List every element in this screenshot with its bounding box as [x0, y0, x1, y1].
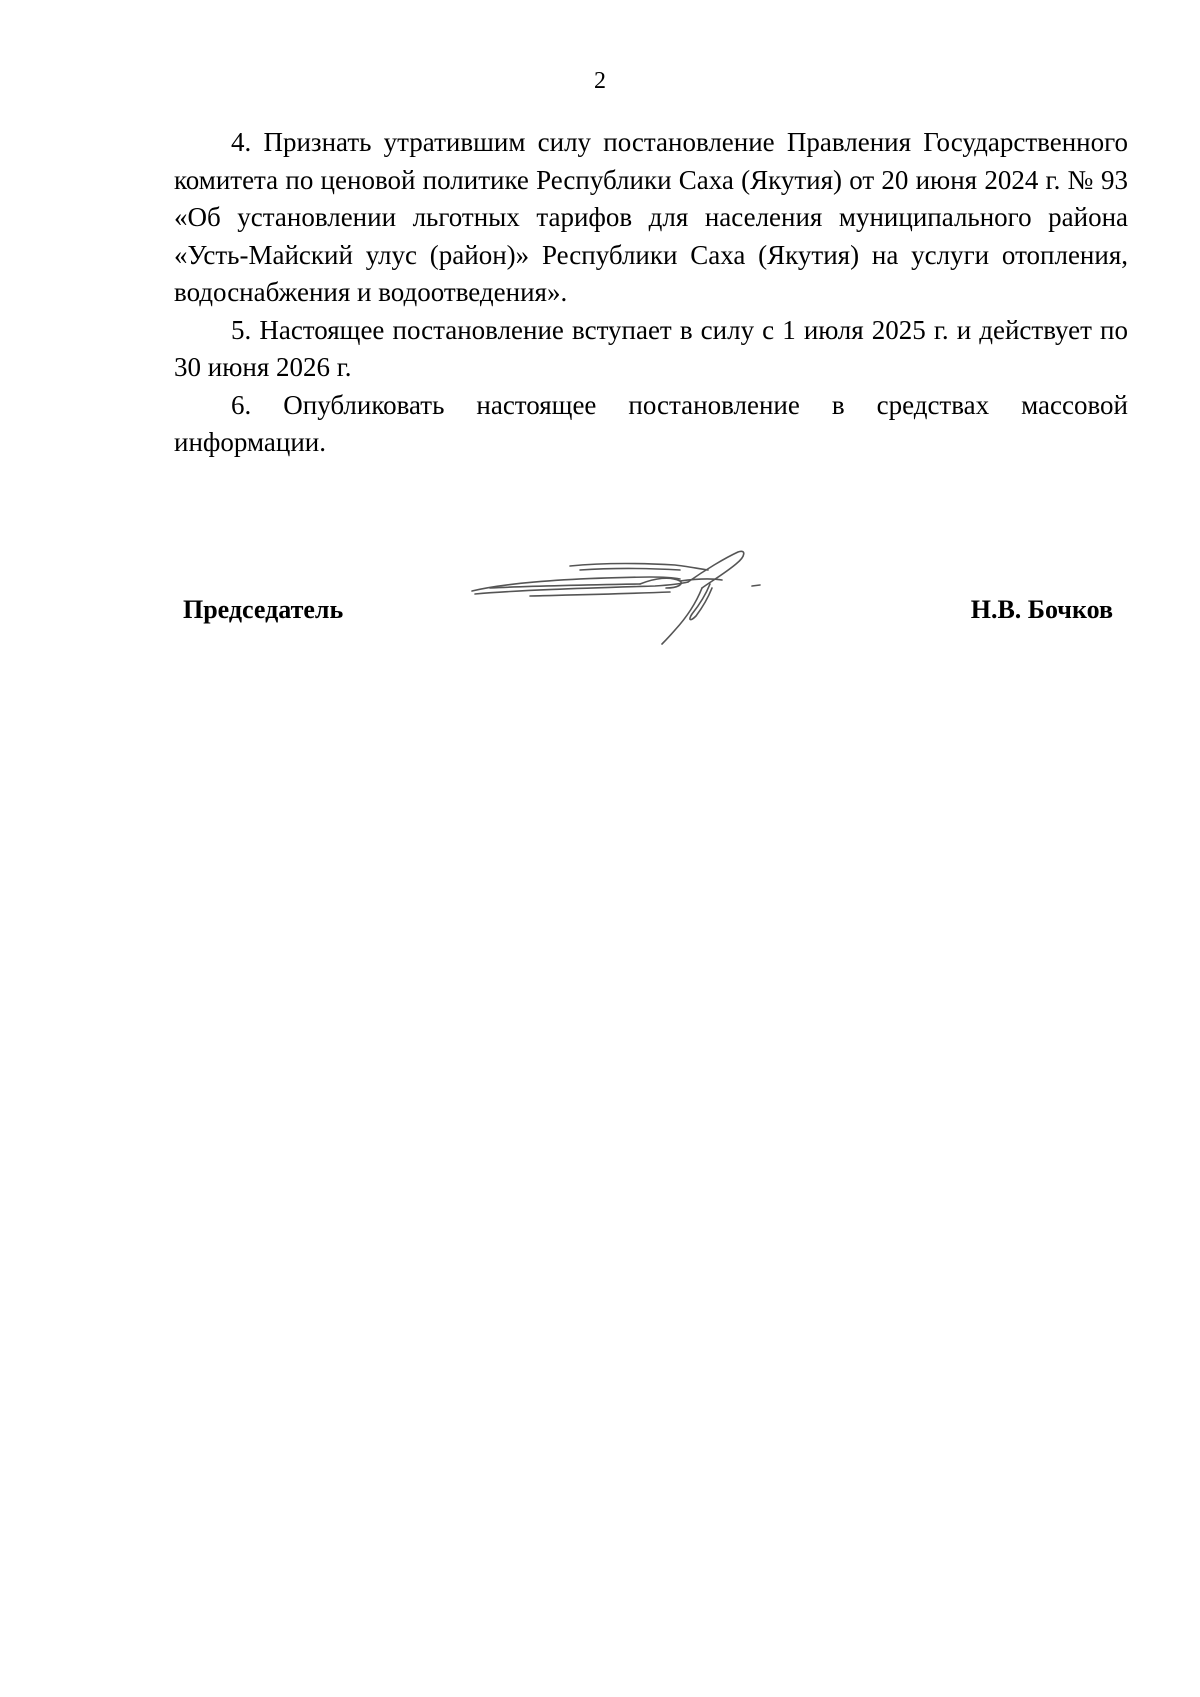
- signatory-name: Н.В. Бочков: [970, 595, 1113, 624]
- paragraph-5: 5. Настоящее постановление вступает в силу с 1 июля 2025 г. и действует по 30 июня 2026 г.: [174, 314, 1128, 382]
- paragraph-6: 6. Опубликовать настоящее постановление в средствах массовой информации.: [174, 389, 1128, 457]
- document-body: [174, 124, 1128, 462]
- page-number: 2: [594, 68, 606, 94]
- signatory-title: Председатель: [183, 595, 344, 624]
- paragraph-4: 4. Признать утратившим силу постановление Правления Государственного комитета по ценовой политике Республики Саха (Якутия) от 20 июня 2024 г. № 93 «Об установлении льготных тарифов для населения муниципального района «Усть-Майский улус (район)» Республики Саха (Якутия) на услуги отопления, водоснабжения и водоотведения».: [174, 127, 1128, 307]
- signature-block: [183, 592, 1113, 632]
